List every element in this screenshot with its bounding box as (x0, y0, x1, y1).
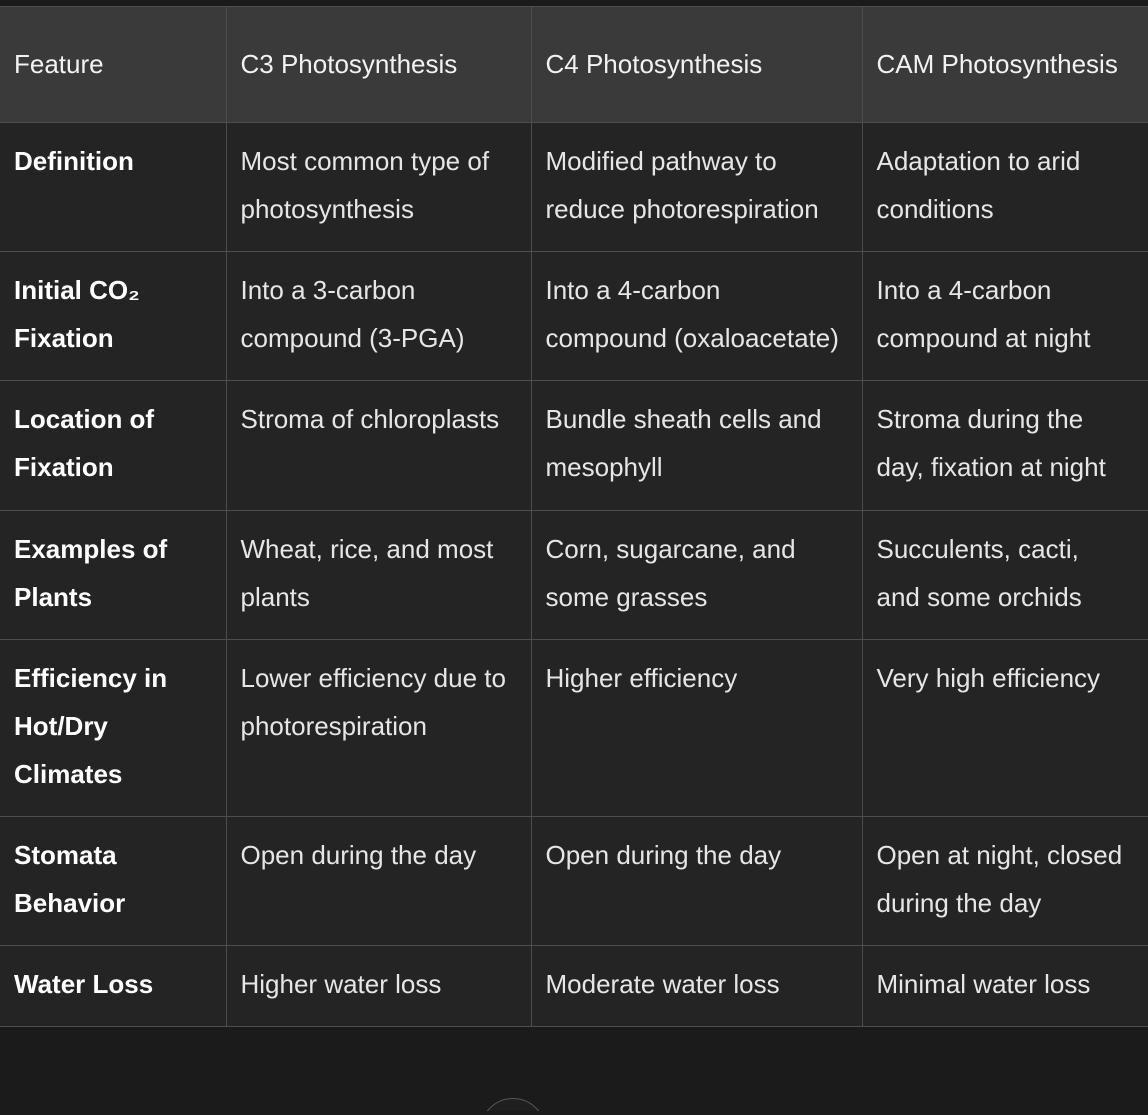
table-row (0, 639, 1148, 816)
table-cell (862, 946, 1148, 1027)
table-cell-text: Stroma during the day, fixation at night (876, 404, 1106, 483)
column-header-c4 (531, 7, 862, 123)
table-row (0, 252, 1148, 381)
table-cell (531, 123, 862, 252)
table-cell-text: Minimal water loss (876, 969, 1091, 1000)
photosynthesis-comparison-table (0, 6, 1148, 1027)
table-row (0, 123, 1148, 252)
column-header-cam (862, 7, 1148, 123)
row-header-label: Water Loss (14, 969, 154, 1000)
row-header-cell (0, 381, 226, 510)
table-cell (226, 639, 531, 816)
table-row (0, 946, 1148, 1027)
table-cell-text: Into a 4-carbon compound at night (876, 275, 1091, 354)
column-header-cam-label: CAM Photosynthesis (876, 48, 1118, 79)
table-row (0, 510, 1148, 639)
table-cell-text: Into a 3-carbon compound (3-PGA) (240, 275, 465, 354)
table-cell-text: Very high efficiency (876, 662, 1101, 693)
table-cell-text: Open during the day (240, 840, 477, 871)
table-cell-text: Most common type of photosynthesis (240, 146, 490, 225)
table-cell (226, 123, 531, 252)
table-cell (862, 381, 1148, 510)
table-cell (226, 946, 531, 1027)
table-cell (531, 639, 862, 816)
table-cell-text: Open at night, closed during the day (876, 840, 1123, 919)
column-header-c3-label: C3 Photosynthesis (240, 48, 458, 79)
row-header-label: Examples of Plants (14, 533, 168, 612)
row-header-cell (0, 123, 226, 252)
table-cell (226, 252, 531, 381)
table-cell (226, 510, 531, 639)
row-header-cell (0, 946, 226, 1027)
table-cell-text: Higher water loss (240, 969, 442, 1000)
row-header-label: Stomata Behavior (14, 840, 126, 919)
row-header-cell (0, 817, 226, 946)
table-body (0, 123, 1148, 1027)
column-header-feature-label: Feature (14, 48, 104, 79)
table-cell (531, 817, 862, 946)
table-cell-text: Corn, sugarcane, and some grasses (545, 533, 796, 612)
row-header-label: Initial CO₂ Fixation (14, 275, 140, 354)
row-header-label: Location of Fixation (14, 404, 155, 483)
table-cell-text: Moderate water loss (545, 969, 780, 1000)
table-cell (862, 639, 1148, 816)
table-cell-text: Wheat, rice, and most plants (240, 533, 494, 612)
row-header-label: Efficiency in Hot/Dry Climates (14, 662, 168, 789)
table-cell-text: Stroma of chloroplasts (240, 404, 500, 435)
row-header-label: Definition (14, 146, 134, 176)
table-cell (862, 123, 1148, 252)
table-row (0, 381, 1148, 510)
table-cell-text: Higher efficiency (545, 662, 738, 693)
row-header-cell (0, 639, 226, 816)
table-cell-text: Succulents, cacti, and some orchids (876, 533, 1082, 612)
row-header-cell (0, 252, 226, 381)
table-cell (226, 817, 531, 946)
table-cell (531, 510, 862, 639)
table-cell-text: Adaptation to arid conditions (876, 146, 1081, 225)
table-header-row (0, 7, 1148, 123)
table-header (0, 7, 1148, 123)
table-scroll-container[interactable] (0, 6, 1148, 1027)
table-cell (531, 381, 862, 510)
table-cell-text: Open during the day (545, 840, 782, 871)
column-header-feature (0, 7, 226, 123)
viewport-bottom-edge (0, 1111, 1148, 1115)
table-cell (531, 252, 862, 381)
table-cell-text: Into a 4-carbon compound (oxaloacetate) (545, 275, 839, 354)
column-header-c3 (226, 7, 531, 123)
column-header-c4-label: C4 Photosynthesis (545, 48, 763, 79)
table-cell-text: Bundle sheath cells and mesophyll (545, 404, 822, 483)
table-cell-text: Modified pathway to reduce photorespiration (545, 146, 819, 225)
row-header-cell (0, 510, 226, 639)
table-cell-text: Lower efficiency due to photorespiration (240, 662, 506, 741)
table-cell (226, 381, 531, 510)
table-cell (862, 817, 1148, 946)
table-cell (531, 946, 862, 1027)
table-row (0, 817, 1148, 946)
table-cell (862, 510, 1148, 639)
table-cell (862, 252, 1148, 381)
